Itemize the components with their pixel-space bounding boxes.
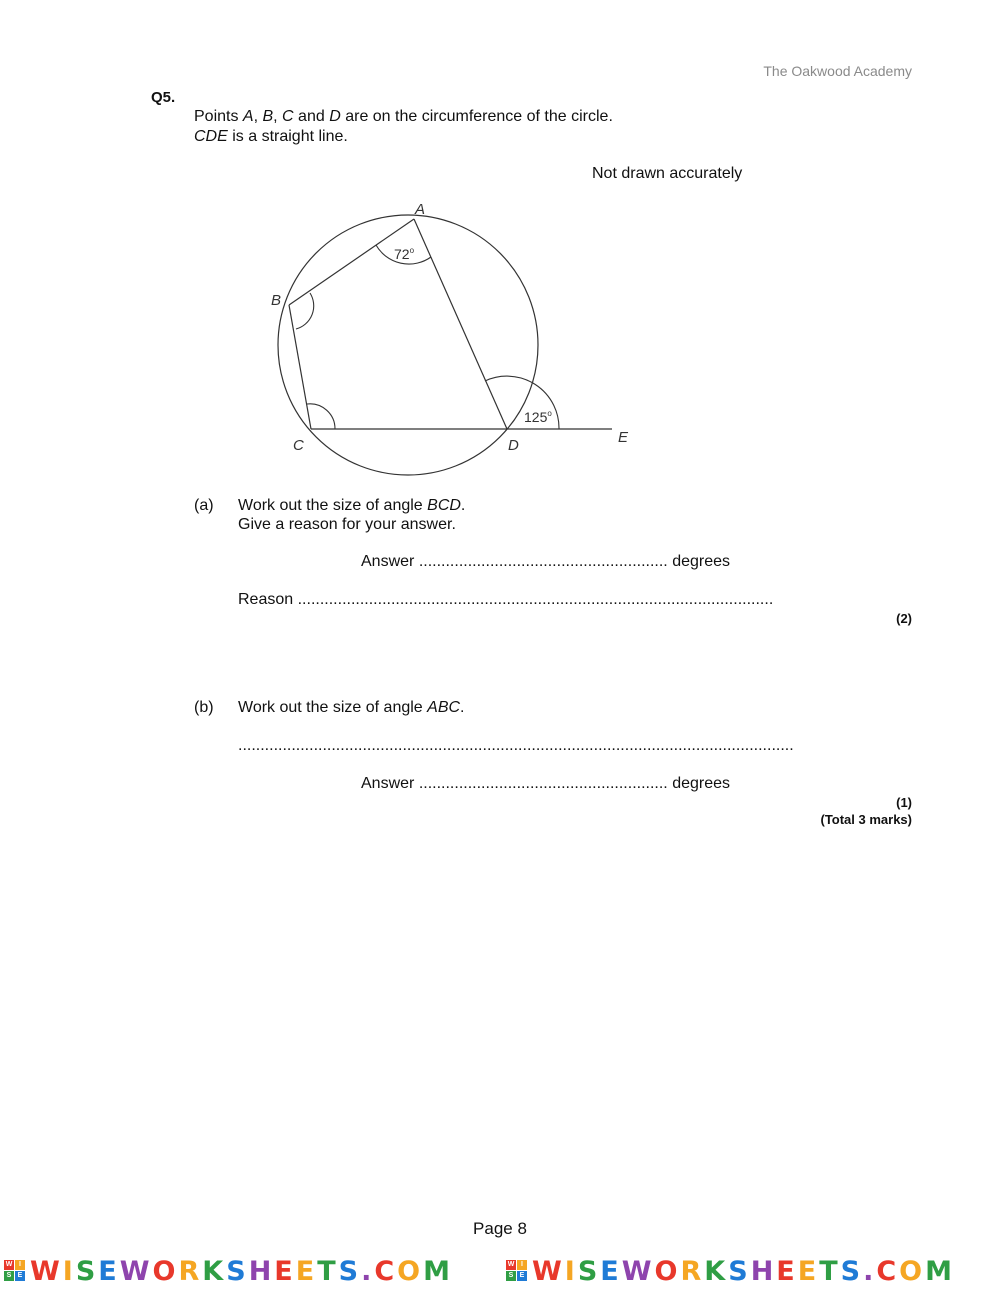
part-a-question: Work out the size of angle BCD. (238, 497, 466, 514)
school-name: The Oakwood Academy (763, 63, 912, 79)
brand-text-2: WISEWORKSHEETS.COM (532, 1256, 955, 1287)
part-b-label: (b) (194, 699, 214, 716)
part-b-question: Work out the size of angle ABC. (238, 699, 465, 716)
question-intro-line2: CDE is a straight line. (194, 128, 348, 145)
angle-arc-c (307, 404, 335, 429)
label-c: C (293, 437, 304, 454)
brand-logo-icon: W I S E (4, 1260, 26, 1282)
part-a-label: (a) (194, 497, 214, 514)
part-b-marks: (1) (896, 795, 912, 810)
label-a: A (415, 201, 426, 218)
question-number: Q5. (151, 89, 176, 106)
label-e: E (618, 429, 629, 446)
part-a-answer-line: Answer ........................................................ degrees (361, 553, 731, 570)
part-b-working-field[interactable]: ............................................................................................................................. (238, 737, 794, 754)
label-d: D (508, 437, 519, 454)
label-b: B (271, 292, 282, 309)
part-b-answer-line: Answer ........................................................ degrees (361, 775, 731, 792)
not-drawn-note: Not drawn accurately (592, 165, 743, 182)
part-a-instruction: Give a reason for your answer. (238, 516, 456, 533)
part-a-marks: (2) (896, 611, 912, 626)
brand-logo-icon-2: W I S E (506, 1260, 528, 1282)
question-intro-line1: Points A, B, C and D are on the circumference of the circle. (194, 108, 613, 125)
page-number: Page 8 (473, 1219, 527, 1238)
chord-bc (289, 305, 311, 429)
circle-diagram (0, 0, 1000, 500)
part-a-reason-line: Reason ........................................................................................................... (238, 591, 774, 608)
part-a-reason-field[interactable]: ........................................................................................................... (297, 591, 774, 608)
chord-ad (414, 219, 507, 429)
part-a-answer-field[interactable]: ........................................................ (418, 553, 668, 570)
total-marks: (Total 3 marks) (820, 812, 912, 827)
angle-arc-d (485, 376, 559, 429)
angle-value-a: 72$^o$ (394, 246, 415, 262)
angle-value-d: 125$^o$ (524, 409, 552, 425)
part-b-answer-field[interactable]: ........................................................ (418, 775, 668, 792)
footer-brand (0, 1256, 1000, 1291)
brand-text: WISEWORKSHEETS.COM (30, 1256, 453, 1287)
